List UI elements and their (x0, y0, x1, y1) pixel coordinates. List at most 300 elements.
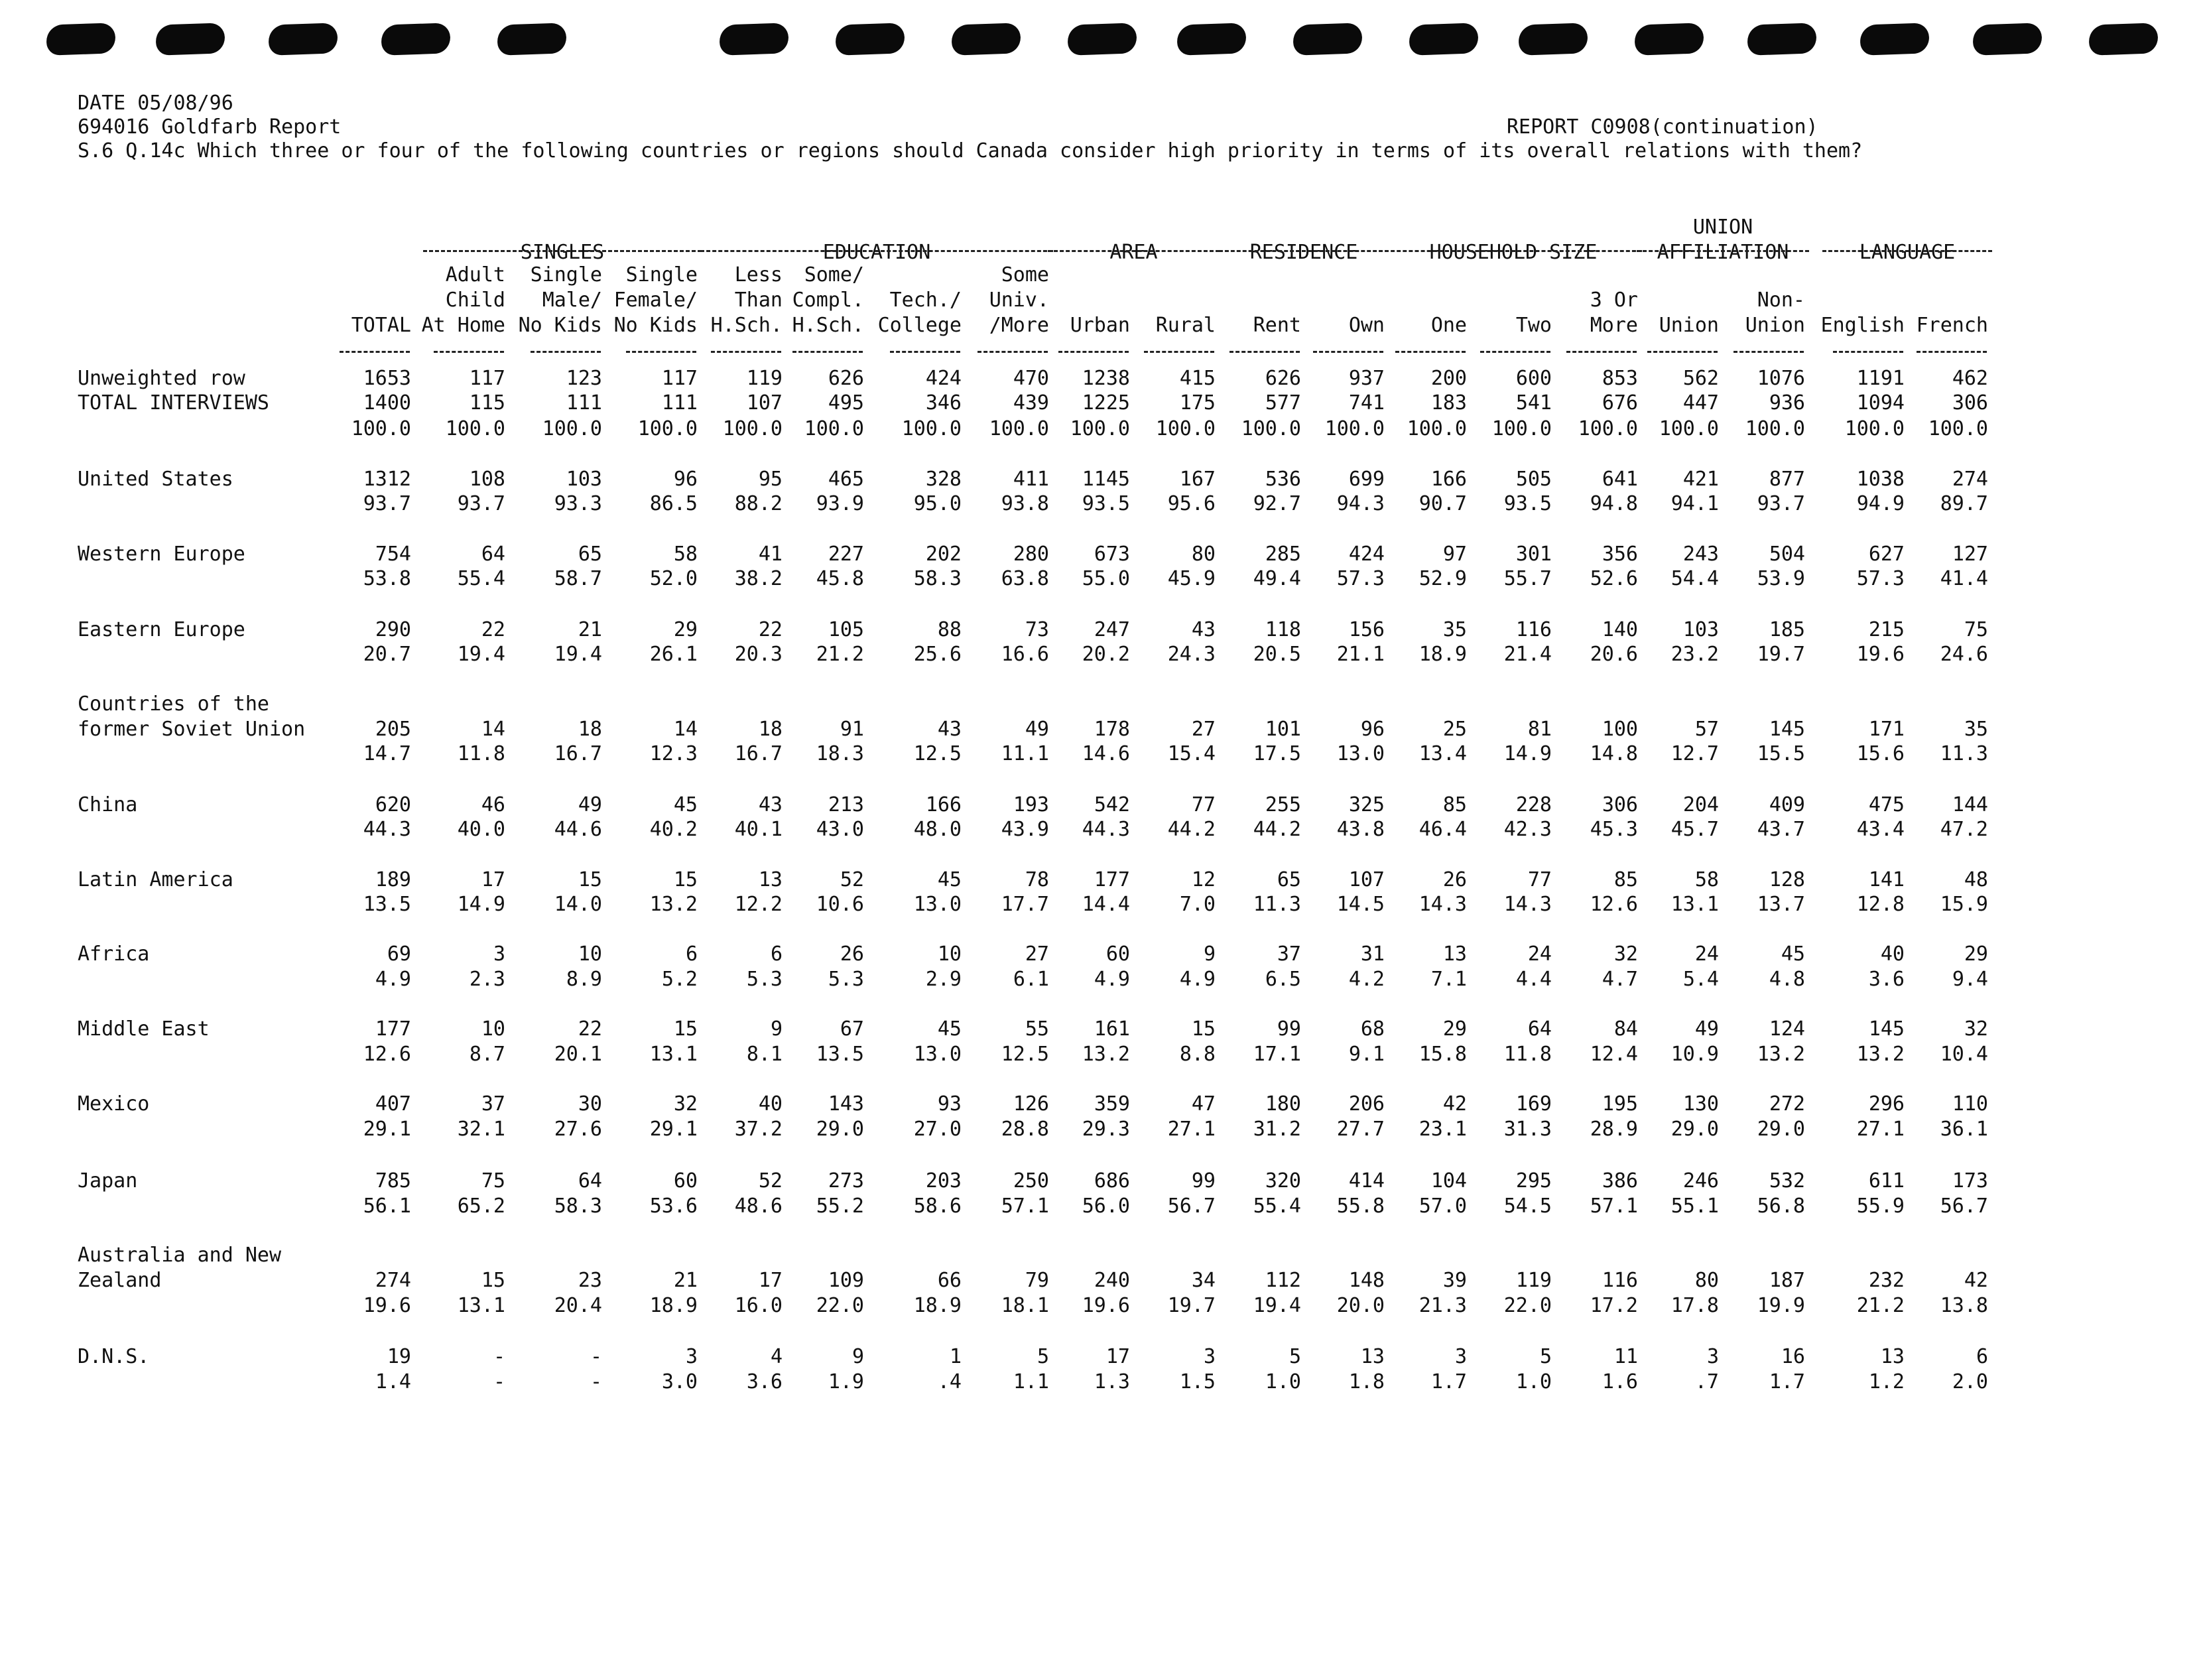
table-cell: 52.9 (1418, 567, 1467, 590)
table-cell: 100.0 (1407, 417, 1467, 440)
table-cell: 320 (1265, 1169, 1301, 1193)
row-label: D.N.S. (78, 1345, 150, 1368)
table-cell: 359 (1094, 1092, 1130, 1116)
table-cell: 14.0 (554, 893, 602, 916)
table-cell: 45.3 (1590, 818, 1638, 841)
table-cell: 17.2 (1590, 1294, 1638, 1317)
table-cell: - (493, 1370, 505, 1393)
column-rule (792, 351, 863, 353)
row-label: TOTAL INTERVIEWS (78, 391, 269, 415)
table-cell: 156 (1348, 618, 1385, 641)
table-cell: 203 (925, 1169, 962, 1193)
table-cell: 95.0 (913, 492, 962, 515)
table-cell: 9.4 (1952, 968, 1988, 991)
table-cell: 22 (481, 618, 505, 641)
table-cell: 14.3 (1503, 893, 1552, 916)
table-cell: 55.9 (1856, 1195, 1905, 1218)
table-cell: 34 (1191, 1269, 1216, 1292)
table-cell: 141 (1868, 868, 1905, 891)
table-cell: 415 (1179, 367, 1216, 390)
table-cell: 3.6 (746, 1370, 783, 1393)
table-cell: 100.0 (901, 417, 962, 440)
column-rule (1833, 351, 1903, 353)
table-cell: 247 (1094, 618, 1130, 641)
table-cell: 53.6 (649, 1195, 698, 1218)
table-cell: 6.5 (1265, 968, 1301, 991)
table-cell: 206 (1348, 1092, 1385, 1116)
table-cell: 19.9 (1757, 1294, 1805, 1317)
table-cell: 56.1 (363, 1195, 411, 1218)
table-cell: 55.7 (1503, 567, 1552, 590)
table-cell: 13.2 (649, 893, 698, 916)
table-cell: 24.3 (1167, 643, 1216, 666)
table-cell: 40.0 (457, 818, 505, 841)
table-cell: 14.6 (1082, 742, 1130, 765)
table-cell: 104 (1430, 1169, 1467, 1193)
table-cell: 18.3 (816, 742, 864, 765)
table-cell: 228 (1515, 793, 1552, 816)
table-cell: 177 (375, 1017, 411, 1041)
group-rule (1822, 250, 1992, 252)
table-cell: 100.0 (1578, 417, 1638, 440)
table-cell: 95 (758, 468, 783, 491)
table-cell: 11.3 (1940, 742, 1988, 765)
table-cell: 541 (1515, 391, 1552, 415)
table-cell: 13.1 (1670, 893, 1719, 916)
table-cell: 29.0 (1757, 1118, 1805, 1141)
column-rule (1144, 351, 1214, 353)
table-cell: 80 (1694, 1269, 1719, 1292)
table-cell: 5 (1539, 1345, 1552, 1368)
table-cell: 169 (1515, 1092, 1552, 1116)
table-cell: 19.7 (1167, 1294, 1216, 1317)
column-rule (1058, 351, 1129, 353)
table-cell: 94.1 (1670, 492, 1719, 515)
table-cell: 56.8 (1757, 1195, 1805, 1218)
table-cell: 94.3 (1336, 492, 1385, 515)
table-cell: 290 (375, 618, 411, 641)
table-cell: 1653 (363, 367, 411, 390)
table-cell: 21.4 (1503, 643, 1552, 666)
table-cell: 166 (1430, 468, 1467, 491)
table-cell: 1.0 (1265, 1370, 1301, 1393)
table-cell: 676 (1602, 391, 1638, 415)
row-label: Japan (78, 1169, 138, 1193)
table-cell: 46 (481, 793, 505, 816)
table-cell: 28.9 (1590, 1118, 1638, 1141)
table-cell: 4.2 (1348, 968, 1385, 991)
report-date: DATE 05/08/96 (78, 92, 233, 115)
table-cell: 1145 (1082, 468, 1130, 491)
table-cell: 20.6 (1590, 643, 1638, 666)
table-cell: 100.0 (1070, 417, 1130, 440)
table-cell: 124 (1769, 1017, 1805, 1041)
table-cell: 23.1 (1418, 1118, 1467, 1141)
table-cell: 232 (1868, 1269, 1905, 1292)
table-cell: 1.1 (1013, 1370, 1049, 1393)
table-cell: 4.8 (1769, 968, 1805, 991)
table-cell: 43.8 (1336, 818, 1385, 841)
table-cell: 58 (1694, 868, 1719, 891)
table-cell: 21 (673, 1269, 698, 1292)
table-cell: 18.1 (1001, 1294, 1049, 1317)
table-cell: 28.8 (1001, 1118, 1049, 1141)
table-cell: 17.5 (1253, 742, 1301, 765)
table-cell: 35 (1964, 718, 1988, 741)
table-cell: 19.7 (1757, 643, 1805, 666)
table-cell: 100.0 (445, 417, 505, 440)
table-cell: 12.6 (363, 1043, 411, 1066)
table-cell: 40.2 (649, 818, 698, 841)
table-cell: 93.8 (1001, 492, 1049, 515)
table-cell: 145 (1769, 718, 1805, 741)
row-label: Eastern Europe (78, 618, 245, 641)
table-cell: 58.3 (913, 567, 962, 590)
table-cell: 19.6 (363, 1294, 411, 1317)
row-label: China (78, 793, 138, 816)
column-header: Single Female/ No Kids (613, 263, 698, 337)
table-cell: 96 (1360, 718, 1385, 741)
punch-hole (268, 23, 338, 56)
question-text: S.6 Q.14c Which three or four of the following countries or regions should Canada consider high priority in terms of its overall relations with them? (78, 139, 1863, 162)
table-cell: 202 (925, 543, 962, 566)
table-cell: 255 (1265, 793, 1301, 816)
table-cell: 280 (1013, 543, 1049, 566)
column-header: Tech./ College (877, 289, 962, 337)
table-cell: 41.4 (1940, 567, 1988, 590)
table-cell: 20.0 (1336, 1294, 1385, 1317)
row-label: Western Europe (78, 543, 245, 566)
table-cell: 5.4 (1682, 968, 1719, 991)
table-cell: 3.0 (661, 1370, 698, 1393)
table-cell: 20.4 (554, 1294, 602, 1317)
table-cell: 93.7 (363, 492, 411, 515)
table-cell: 95.6 (1167, 492, 1216, 515)
table-cell: 55.4 (1253, 1195, 1301, 1218)
group-rule (1637, 250, 1809, 252)
column-rule (1647, 351, 1718, 353)
punch-hole (1409, 23, 1479, 56)
table-cell: 11.8 (457, 742, 505, 765)
table-cell: 686 (1094, 1169, 1130, 1193)
column-rule (1917, 351, 1987, 353)
table-cell: 52.6 (1590, 567, 1638, 590)
table-cell: 407 (375, 1092, 411, 1116)
table-cell: 14 (673, 718, 698, 741)
column-group-label: EDUCATION (822, 241, 931, 264)
table-cell: 27.6 (554, 1118, 602, 1141)
table-cell: 17.8 (1670, 1294, 1719, 1317)
table-cell: 7.0 (1179, 893, 1216, 916)
table-cell: 853 (1602, 367, 1638, 390)
table-cell: 12.7 (1670, 742, 1719, 765)
table-cell: 2.0 (1952, 1370, 1988, 1393)
table-cell: 81 (1527, 718, 1552, 741)
table-cell: 43 (1191, 618, 1216, 641)
table-cell: 414 (1348, 1169, 1385, 1193)
table-cell: 45 (1781, 942, 1805, 966)
row-label: United States (78, 468, 233, 491)
punch-hole (1747, 23, 1817, 56)
group-rule (423, 250, 702, 252)
table-cell: 56.7 (1940, 1195, 1988, 1218)
table-cell: 30 (578, 1092, 602, 1116)
punch-hole (1176, 23, 1247, 56)
table-cell: 57.1 (1001, 1195, 1049, 1218)
table-cell: 32 (1613, 942, 1638, 966)
table-cell: 17 (481, 868, 505, 891)
column-rule (890, 351, 960, 353)
table-cell: 52 (758, 1169, 783, 1193)
table-cell: 13.0 (913, 893, 962, 916)
table-cell: 10.4 (1940, 1043, 1988, 1066)
table-cell: 110 (1952, 1092, 1988, 1116)
table-cell: 13 (1442, 942, 1467, 966)
table-cell: 45 (937, 868, 962, 891)
table-cell: 306 (1602, 793, 1638, 816)
table-cell: 103 (1682, 618, 1719, 641)
table-cell: 1.0 (1515, 1370, 1552, 1393)
table-cell: 24 (1694, 942, 1719, 966)
table-cell: 84 (1613, 1017, 1638, 1041)
table-cell: 9 (851, 1345, 864, 1368)
table-cell: 215 (1868, 618, 1905, 641)
column-header: 3 Or More (1590, 289, 1638, 337)
table-cell: 12.4 (1590, 1043, 1638, 1066)
table-cell: 45 (937, 1017, 962, 1041)
table-cell: 611 (1868, 1169, 1905, 1193)
punch-hole (155, 23, 225, 56)
table-cell: 167 (1179, 468, 1216, 491)
table-cell: 44.2 (1253, 818, 1301, 841)
table-cell: 27.1 (1167, 1118, 1216, 1141)
table-cell: 52 (840, 868, 864, 891)
table-cell: 58.6 (913, 1195, 962, 1218)
table-cell: 1 (949, 1345, 962, 1368)
table-cell: 143 (828, 1092, 864, 1116)
column-group-label: UNION AFFILIATION (1657, 216, 1789, 264)
table-cell: 5.3 (828, 968, 864, 991)
table-cell: 29.3 (1082, 1118, 1130, 1141)
column-header: English (1820, 314, 1905, 337)
table-cell: 92.7 (1253, 492, 1301, 515)
column-rule (1229, 351, 1300, 353)
table-cell: 116 (1515, 618, 1552, 641)
table-cell: 10.6 (816, 893, 864, 916)
table-cell: 100.0 (722, 417, 783, 440)
group-rule (1219, 250, 1389, 252)
table-cell: 19.6 (1082, 1294, 1130, 1317)
table-cell: 5 (1037, 1345, 1049, 1368)
table-cell: 328 (925, 468, 962, 491)
table-cell: 24 (1527, 942, 1552, 966)
column-header: Rent (1253, 314, 1301, 337)
table-cell: 183 (1430, 391, 1467, 415)
table-cell: 1312 (363, 468, 411, 491)
table-cell: 43 (758, 793, 783, 816)
punch-hole (2088, 23, 2159, 56)
table-cell: 31.2 (1253, 1118, 1301, 1141)
table-cell: 42 (1442, 1092, 1467, 1116)
table-cell: 36.1 (1940, 1118, 1988, 1141)
column-rule (1733, 351, 1804, 353)
table-cell: 100.0 (1745, 417, 1805, 440)
table-cell: 49 (578, 793, 602, 816)
group-rule (1385, 250, 1642, 252)
table-cell: 175 (1179, 391, 1216, 415)
table-cell: 20.3 (734, 643, 783, 666)
table-cell: 13.0 (1336, 742, 1385, 765)
table-cell: 73 (1025, 618, 1049, 641)
table-cell: 12.2 (734, 893, 783, 916)
row-label: Latin America (78, 868, 233, 891)
table-cell: 532 (1769, 1169, 1805, 1193)
table-cell: - (590, 1345, 602, 1368)
table-cell: 21.1 (1336, 643, 1385, 666)
table-cell: 4.9 (375, 968, 411, 991)
table-cell: 3 (1454, 1345, 1467, 1368)
row-label: former Soviet Union (78, 718, 306, 741)
column-header: Own (1348, 314, 1385, 337)
table-cell: 37.2 (734, 1118, 783, 1141)
table-cell: 56.0 (1082, 1195, 1130, 1218)
table-cell: 1.4 (375, 1370, 411, 1393)
table-cell: 100.0 (351, 417, 411, 440)
table-cell: 1.9 (828, 1370, 864, 1393)
table-cell: 243 (1682, 543, 1719, 566)
table-cell: 55.4 (457, 567, 505, 590)
table-cell: 542 (1094, 793, 1130, 816)
table-cell: 57.3 (1856, 567, 1905, 590)
table-cell: 85 (1613, 868, 1638, 891)
table-cell: 17 (1105, 1345, 1130, 1368)
table-cell: 600 (1515, 367, 1552, 390)
table-cell: 58.3 (554, 1195, 602, 1218)
table-cell: 22.0 (816, 1294, 864, 1317)
table-cell: 145 (1868, 1017, 1905, 1041)
table-cell: 195 (1602, 1092, 1638, 1116)
table-cell: 1.2 (1868, 1370, 1905, 1393)
table-cell: 296 (1868, 1092, 1905, 1116)
table-cell: 119 (746, 367, 783, 390)
table-cell: 68 (1360, 1017, 1385, 1041)
table-cell: 93.9 (816, 492, 864, 515)
table-cell: 65 (578, 543, 602, 566)
table-cell: 937 (1348, 367, 1385, 390)
column-rule (626, 351, 696, 353)
table-cell: 4.9 (1179, 968, 1216, 991)
table-cell: 67 (840, 1017, 864, 1041)
column-header: Adult Child At Home (421, 263, 505, 337)
table-cell: 11.3 (1253, 893, 1301, 916)
table-cell: 14.9 (457, 893, 505, 916)
table-cell: 5.2 (661, 968, 698, 991)
table-cell: 17 (758, 1269, 783, 1292)
table-cell: 100.0 (1324, 417, 1385, 440)
table-cell: 42 (1964, 1269, 1988, 1292)
column-header: Urban (1070, 314, 1130, 337)
row-label: Countries of the (78, 692, 269, 716)
table-cell: 107 (1348, 868, 1385, 891)
table-cell: 19.4 (554, 643, 602, 666)
table-cell: 10.9 (1670, 1043, 1719, 1066)
table-cell: 19.6 (1856, 643, 1905, 666)
table-cell: 424 (1348, 543, 1385, 566)
table-cell: 626 (1265, 367, 1301, 390)
table-cell: 18.9 (913, 1294, 962, 1317)
table-cell: 346 (925, 391, 962, 415)
table-cell: 93.5 (1082, 492, 1130, 515)
table-cell: 19.4 (457, 643, 505, 666)
row-label: Australia and New (78, 1244, 282, 1267)
table-cell: 185 (1769, 618, 1805, 641)
table-cell: 130 (1682, 1092, 1719, 1116)
table-cell: 15 (673, 1017, 698, 1041)
table-cell: 785 (375, 1169, 411, 1193)
table-cell: 144 (1952, 793, 1988, 816)
table-cell: 166 (925, 793, 962, 816)
table-cell: 60 (1105, 942, 1130, 966)
table-cell: 45.9 (1167, 567, 1216, 590)
table-cell: 1225 (1082, 391, 1130, 415)
table-cell: 13.1 (649, 1043, 698, 1066)
table-cell: 20.2 (1082, 643, 1130, 666)
report-name: 694016 Goldfarb Report (78, 115, 342, 139)
column-header: Some/ Compl. H.Sch. (792, 263, 864, 337)
table-cell: 409 (1769, 793, 1805, 816)
table-cell: 55.0 (1082, 567, 1130, 590)
table-cell: 11.8 (1503, 1043, 1552, 1066)
punch-hole (46, 23, 116, 56)
table-cell: 26 (1442, 868, 1467, 891)
table-cell: 49 (1694, 1017, 1719, 1041)
table-cell: 29 (1964, 942, 1988, 966)
table-cell: 111 (661, 391, 698, 415)
table-cell: 75 (1964, 618, 1988, 641)
table-cell: 38.2 (734, 567, 783, 590)
table-cell: 465 (828, 468, 864, 491)
table-cell: 117 (661, 367, 698, 390)
table-cell: 227 (828, 543, 864, 566)
punch-hole (1518, 23, 1588, 56)
table-cell: 99 (1277, 1017, 1301, 1041)
table-cell: 1.6 (1602, 1370, 1638, 1393)
punch-hole (719, 23, 789, 56)
table-cell: 14.8 (1590, 742, 1638, 765)
table-cell: 43 (937, 718, 962, 741)
table-cell: 641 (1602, 468, 1638, 491)
table-cell: 439 (1013, 391, 1049, 415)
table-cell: 48.6 (734, 1195, 783, 1218)
table-cell: 4 (770, 1345, 783, 1368)
table-cell: 12.5 (1001, 1043, 1049, 1066)
table-cell: 29.0 (816, 1118, 864, 1141)
table-cell: 325 (1348, 793, 1385, 816)
table-cell: 13.0 (913, 1043, 962, 1066)
table-cell: 9.1 (1348, 1043, 1385, 1066)
table-cell: 22.0 (1503, 1294, 1552, 1317)
table-cell: 119 (1515, 1269, 1552, 1292)
table-cell: 29.0 (1670, 1118, 1719, 1141)
table-cell: 15 (673, 868, 698, 891)
table-cell: 93.3 (554, 492, 602, 515)
table-cell: 19.4 (1253, 1294, 1301, 1317)
punch-hole (1634, 23, 1704, 56)
table-cell: 88 (937, 618, 962, 641)
table-cell: 193 (1013, 793, 1049, 816)
table-cell: 936 (1769, 391, 1805, 415)
table-cell: 78 (1025, 868, 1049, 891)
